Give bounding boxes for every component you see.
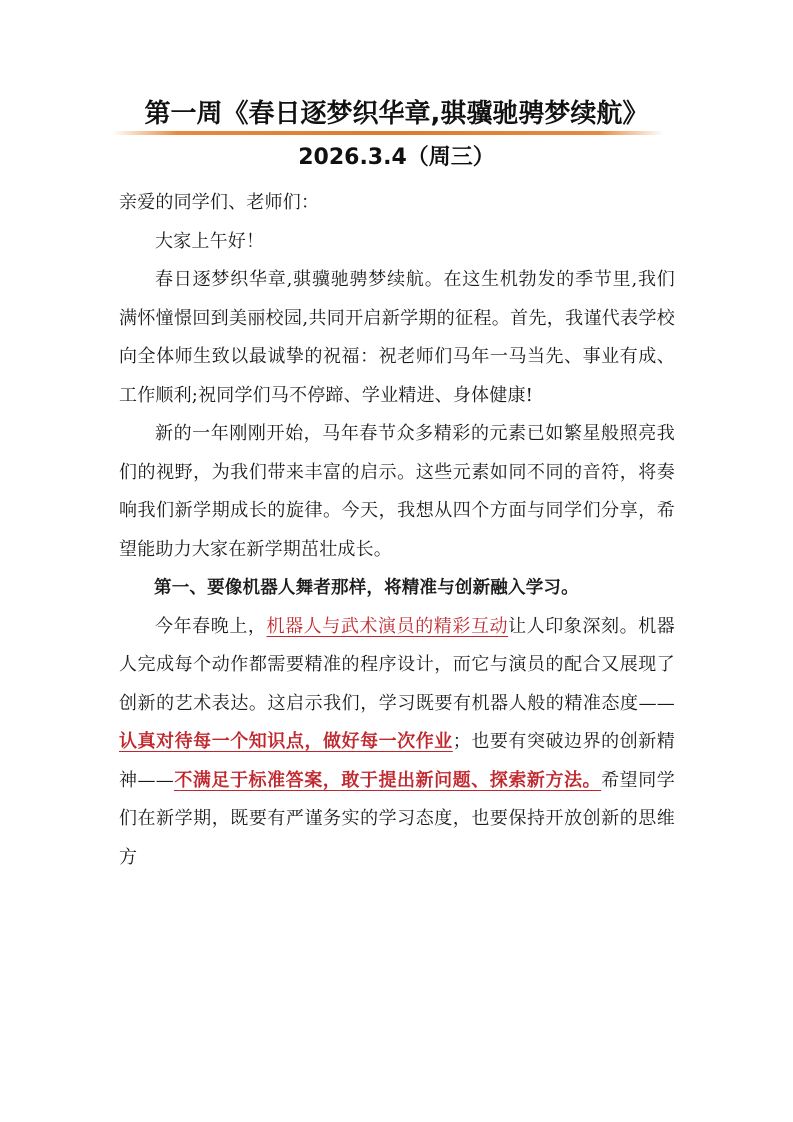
document-date: 2026.3.4（周三） xyxy=(298,145,495,170)
salutation: 亲爱的同学们、老师们： xyxy=(119,192,320,213)
paragraph-text: 今年春晚上， xyxy=(155,615,267,637)
title-underline-rule xyxy=(112,131,664,135)
greeting: 大家上午好！ xyxy=(155,230,265,252)
paragraph-opening: 春日逐梦织华章,骐骥驰骋梦续航。在这生机勃发的季节里,我们满怀憧憬回到美丽校园,共同开启新学期的征程。首先，我谨代表学校向全体师生致以最诚挚的祝福：祝老师们马年一马当先、事业有成、工作顺利;祝同学们马不停蹄、学业精进、身体健康! xyxy=(119,269,675,406)
paragraph-robot-dancer xyxy=(119,608,675,878)
document-body xyxy=(119,184,675,877)
section-heading-1: 第一、要像机器人舞者那样，将精准与创新融入学习。 xyxy=(154,578,579,598)
highlight-innovation: 不满足于标准答案，敢于提出新问题、探索新方法。 xyxy=(173,769,602,791)
highlight-robot-interaction: 机器人与武术演员的精彩互动 xyxy=(266,615,509,637)
highlight-precision: 认真对待每一个知识点，做好每一次作业 xyxy=(119,731,453,752)
paragraph-text: 让人印象深刻。机器人完成每个动作都需要精准的程序设计，而它与演员的配合又展现了创新的艺术表达。这启示我们，学习既要有机器人般的精准态度—— xyxy=(119,615,675,714)
document-title: 第一周《春日逐梦织华章,骐骥驰骋梦续航》 xyxy=(144,99,649,129)
paragraph-inspiration: 新的一年刚刚开始，马年春节众多精彩的元素已如繁星般照亮我们的视野，为我们带来丰富的启示。这些元素如同不同的音符，将奏响我们新学期成长的旋律。今天，我想从四个方面与同学们分享，希望能助力大家在新学期茁壮成长。 xyxy=(119,423,675,560)
paragraph-text: ；也要有突破边界的创新精神—— xyxy=(119,731,675,791)
paragraph-text: 希望同学们在新学期，既要有严谨务实的学习态度，也要保持开放创新的思维方 xyxy=(119,769,675,868)
